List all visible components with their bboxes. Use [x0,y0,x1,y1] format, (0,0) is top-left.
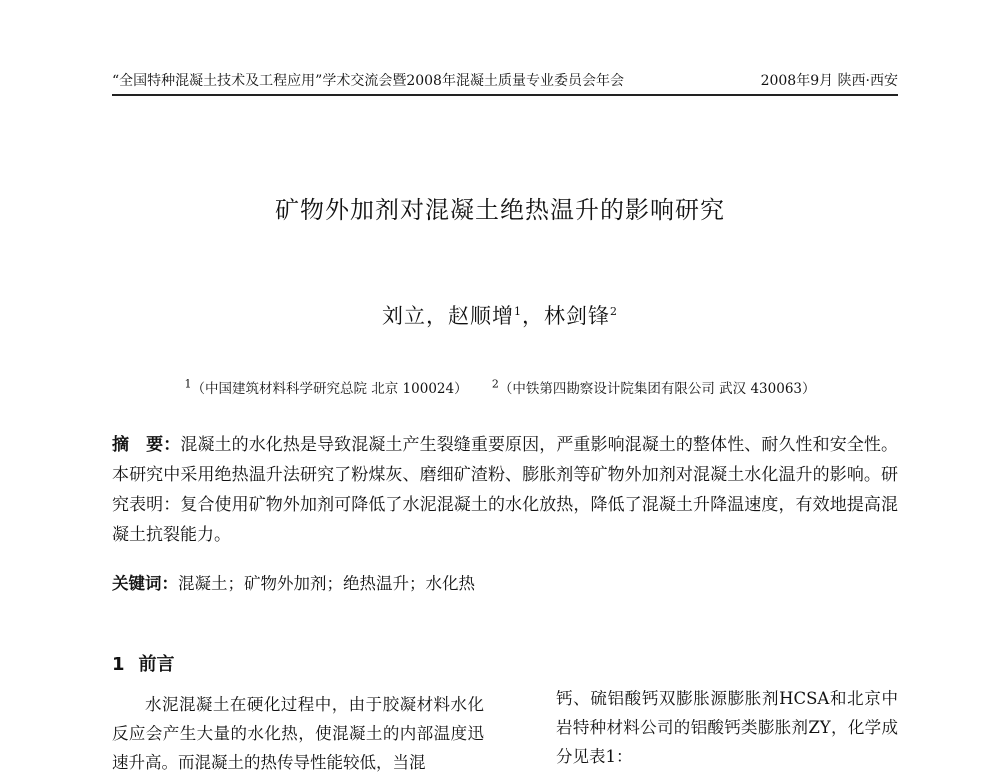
section-heading-1 [112,650,175,676]
affiliation-2: $^2$（中铁第四勘察设计院集团有限公司 武汉 430063） [491,377,816,397]
affiliation-1: $^1$（中国建筑材料科学研究总院 北京 100024） [184,377,468,397]
author-affil-mark-1: 1 [514,305,522,318]
affiliations [0,377,1000,397]
running-header [112,70,898,96]
abstract-label: 摘 要： [112,435,181,455]
author-affil-mark-2: 2 [610,305,618,318]
section-number: 1 [112,654,125,675]
author-separator: ， [522,304,544,328]
keywords-text: 混凝土；矿物外加剂；绝热温升；水化热 [178,574,475,593]
keywords [112,570,898,598]
header-conference: “全国特种混凝土技术及工程应用”学术交流会暨2008年混凝土质量专业委员会年会 [112,73,624,89]
keywords-label: 关键词： [112,574,178,593]
abstract [112,430,898,550]
author-names-1: 刘立，赵顺增 [382,304,514,328]
abstract-text: 混凝土的水化热是导致混凝土产生裂缝重要原因，严重影响混凝土的整体性、耐久性和安全性。本研究中采用绝热温升法研究了粉煤灰、磨细矿渣粉、膨胀剂等矿物外加剂对混凝土水化温升的影响。研究表明：复合使用矿物外加剂可降低了水泥混凝土的水化放热，降低了混凝土升降温速度，有效地提高混凝土抗裂能力。 [112,435,899,545]
section-title: 前言 [138,654,175,675]
paper-title: 矿物外加剂对混凝土绝热温升的影响研究 [275,196,725,224]
header-date-place: 2008年9月 陕西·西安 [760,73,898,89]
author-line [0,300,1000,330]
body-column-left: 水泥混凝土在硬化过程中，由于胶凝材料水化反应会产生大量的水化热，使混凝土的内部温度迅速升高。而混凝土的热传导性能较低，当混 [112,695,484,772]
author-name-2: 林剑锋 [544,304,610,328]
body-column-right: 钙、硫铝酸钙双膨胀源膨胀剂HCSA和北京中岩特种材料公司的铝酸钙类膨胀剂ZY，化学成分见表1： [556,689,898,766]
